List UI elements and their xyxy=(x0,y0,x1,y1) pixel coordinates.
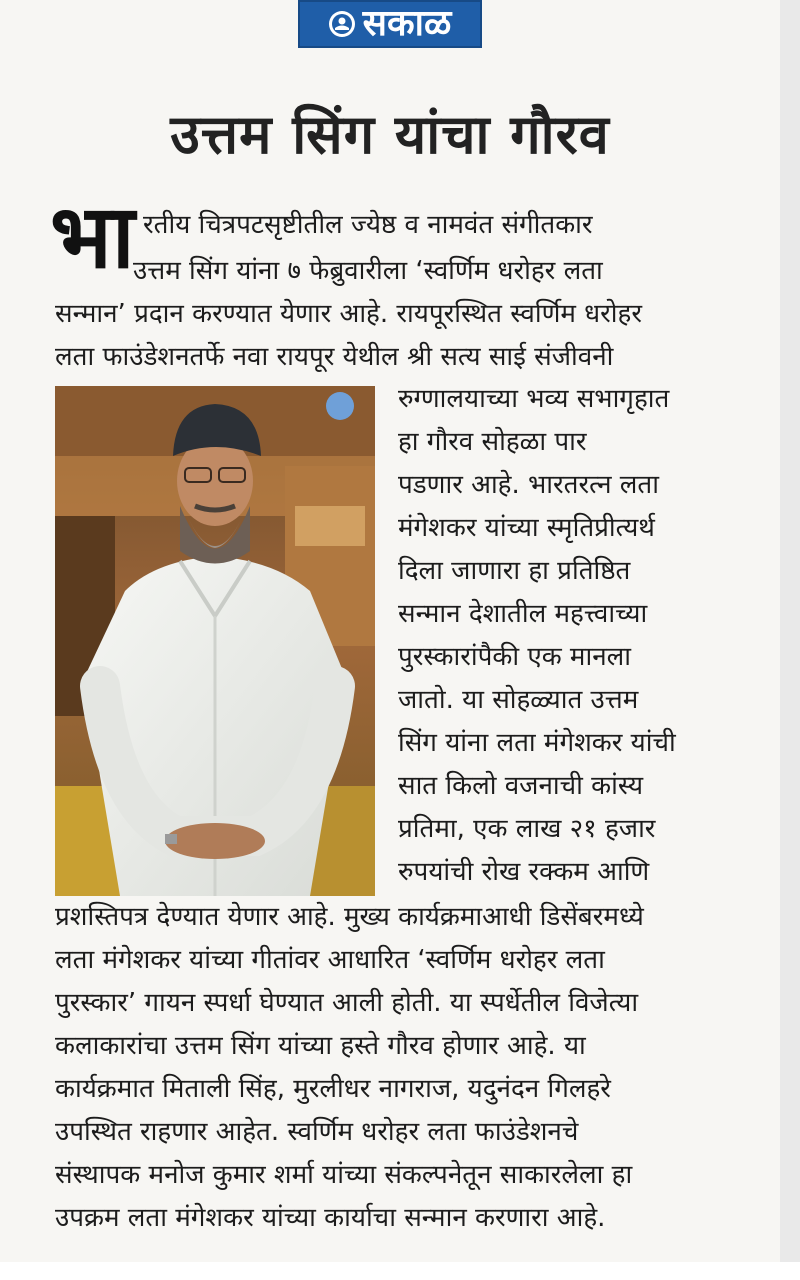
article-line: रुपयांची रोख रक्कम आणि xyxy=(398,857,650,887)
sun-emblem-icon xyxy=(329,11,355,37)
article-line: कार्यक्रमात मिताली सिंह, मुरलीधर नागराज, यदुनंदन गिलहरे xyxy=(55,1074,611,1104)
article-line: सन्मान देशातील महत्त्वाच्या xyxy=(398,599,648,629)
article-line: सात किलो वजनाची कांस्य xyxy=(398,771,644,801)
article-line: रुग्णालयाच्या भव्य सभागृहात xyxy=(398,384,670,414)
drop-cap: भा xyxy=(50,185,135,288)
bottom-edge xyxy=(0,1262,800,1280)
article-line: प्रशस्तिपत्र देण्यात येणार आहे. मुख्य कार्यक्रमाआधी डिसेंबरमध्ये xyxy=(55,902,644,932)
article-line: हा गौरव सोहळा पार xyxy=(398,427,587,457)
article-line: लता फाउंडेशनतर्फे नवा रायपूर येथील श्री सत्य साई संजीवनी xyxy=(55,342,614,372)
article-photo xyxy=(55,386,375,896)
article-line: कलाकारांचा उत्तम सिंग यांच्या हस्ते गौरव होणार आहे. या xyxy=(55,1031,586,1061)
article-line: उपक्रम लता मंगेशकर यांच्या कार्याचा सन्मान करणारा आहे. xyxy=(55,1203,606,1233)
article-line: लता मंगेशकर यांच्या गीतांवर आधारित ‘स्वर्णिम धरोहर लता xyxy=(55,945,605,975)
article-line: पुरस्कारांपैकी एक मानला xyxy=(398,642,632,672)
article-line: उत्तम सिंग यांना ७ फेब्रुवारीला ‘स्वर्णिम धरोहर लता xyxy=(133,256,603,286)
article-line: जातो. या सोहळ्यात उत्तम xyxy=(398,685,639,715)
article-line: मंगेशकर यांच्या स्मृतिप्रीत्यर्थ xyxy=(398,513,655,543)
article-line: उपस्थित राहणार आहेत. स्वर्णिम धरोहर लता फाउंडेशनचे xyxy=(55,1117,579,1147)
article-headline: उत्तम सिंग यांचा गौरव xyxy=(170,103,610,166)
masthead-logo xyxy=(298,0,482,48)
masthead-name: सकाळ xyxy=(362,3,452,44)
article-line: संस्थापक मनोज कुमार शर्मा यांच्या संकल्पनेतून साकारलेला हा xyxy=(55,1160,633,1190)
article-line: सन्मान’ प्रदान करण्यात येणार आहे. रायपूरस्थित स्वर्णिम धरोहर xyxy=(55,299,642,329)
article-line: दिला जाणारा हा प्रतिष्ठित xyxy=(398,556,631,586)
article-line: पुरस्कार’ गायन स्पर्धा घेण्यात आली होती. या स्पर्धेतील विजेत्या xyxy=(55,988,639,1018)
article-line: रतीय चित्रपटसृष्टीतील ज्येष्ठ व नामवंत संगीतकार xyxy=(143,210,593,240)
article-line: प्रतिमा, एक लाख २१ हजार xyxy=(398,814,656,844)
article-line: सिंग यांना लता मंगेशकर यांची xyxy=(398,728,676,758)
scrollbar-track[interactable] xyxy=(780,0,800,1280)
article-line: पडणार आहे. भारतरत्न लता xyxy=(398,470,659,500)
